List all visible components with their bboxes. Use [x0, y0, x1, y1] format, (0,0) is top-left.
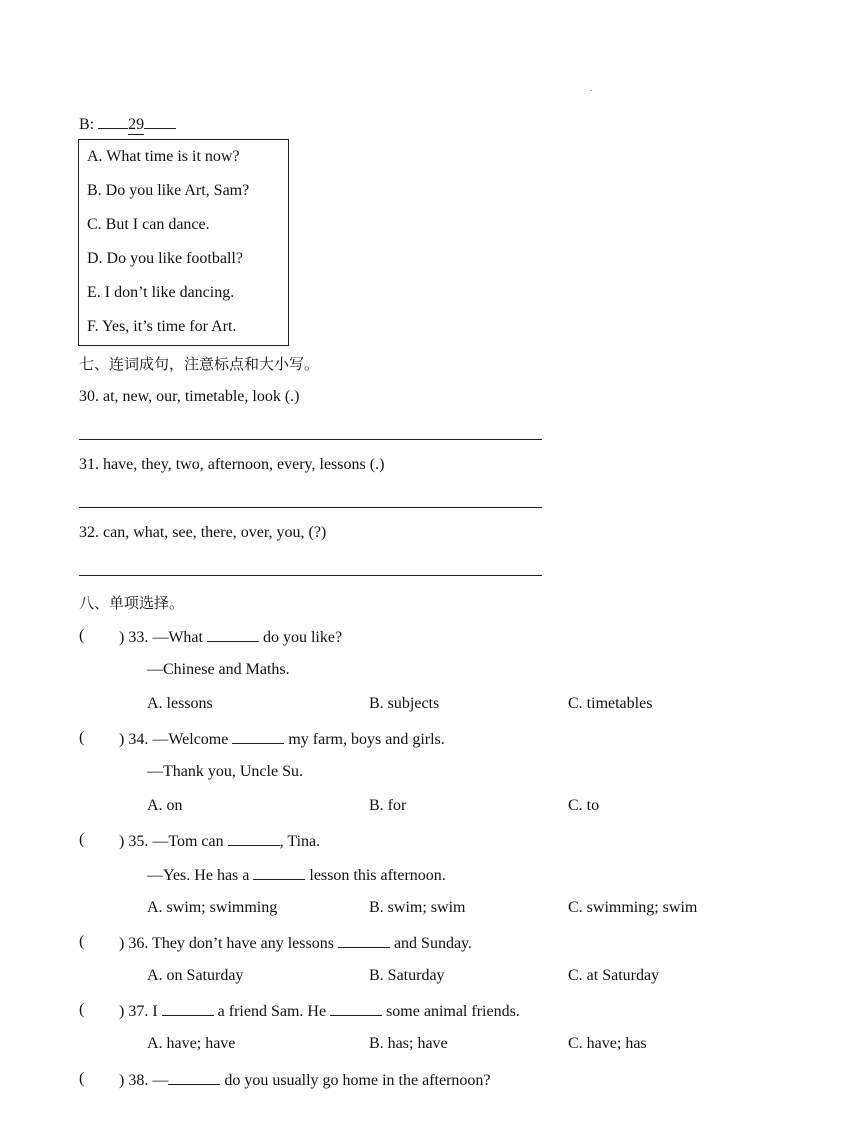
option-f: F. Yes, it’s time for Art. [87, 318, 237, 335]
option-a: A. What time is it now? [87, 148, 240, 165]
choice-36-a: A. on Saturday [147, 967, 244, 984]
choice-37-c: C. have; has [568, 1035, 647, 1052]
choice-33-c: C. timetables [568, 695, 653, 712]
option-c: C. But I can dance. [87, 216, 210, 233]
choice-36-c: C. at Saturday [568, 967, 660, 984]
blank-37a[interactable] [162, 1001, 214, 1016]
answer-paren-38[interactable]: ( [79, 1070, 85, 1087]
reply-33: —Chinese and Maths. [147, 661, 290, 678]
answer-paren-34[interactable]: ( [79, 729, 85, 746]
blank-35b[interactable] [253, 865, 305, 880]
options-box [78, 139, 289, 346]
choice-33-b: B. subjects [369, 695, 440, 712]
choice-34-a: A. on [147, 797, 183, 814]
choice-37-a: A. have; have [147, 1035, 236, 1052]
answer-paren-36[interactable]: ( [79, 933, 85, 950]
answer-line-b [79, 114, 176, 135]
choice-37-b: B. has; have [369, 1035, 448, 1052]
option-b: B. Do you like Art, Sam? [87, 182, 250, 199]
question-38: ) 38. — do you usually go home in the afternoon? [119, 1072, 491, 1089]
answer-paren-37[interactable]: ( [79, 1001, 85, 1018]
question-31: 31. have, they, two, afternoon, every, lessons (.) [79, 456, 385, 473]
answer-blank-left[interactable] [98, 114, 128, 129]
choice-34-b: B. for [369, 797, 407, 814]
answer-number: 29 [128, 116, 145, 133]
choice-35-c: C. swimming; swim [568, 899, 698, 916]
answer-line-30[interactable] [79, 439, 542, 440]
choice-35-a: A. swim; swimming [147, 899, 278, 916]
blank-34[interactable] [232, 729, 284, 744]
choice-35-b: B. swim; swim [369, 899, 466, 916]
option-d: D. Do you like football? [87, 250, 243, 267]
question-30: 30. at, new, our, timetable, look (.) [79, 388, 300, 405]
question-37: ) 37. I a friend Sam. He some animal friends. [119, 1003, 520, 1020]
answer-blank-right[interactable] [144, 114, 176, 129]
answer-paren-33[interactable]: ( [79, 627, 85, 644]
question-36: ) 36. They don’t have any lessons and Sunday. [119, 935, 472, 952]
choice-33-a: A. lessons [147, 695, 213, 712]
blank-38[interactable] [168, 1070, 220, 1085]
question-33: ) 33. —What do you like? [119, 629, 343, 646]
reply-35: —Yes. He has a lesson this afternoon. [147, 867, 446, 884]
answer-line-31[interactable] [79, 507, 542, 508]
question-32: 32. can, what, see, there, over, you, (?) [79, 524, 327, 541]
stray-dot: . [590, 84, 592, 93]
blank-36[interactable] [338, 933, 390, 948]
section-7-heading: 七、连词成句，注意标点和大小写。 [79, 355, 320, 373]
blank-33[interactable] [207, 627, 259, 642]
answer-paren-35[interactable]: ( [79, 831, 85, 848]
answer-line-32[interactable] [79, 575, 542, 576]
question-34: ) 34. —Welcome my farm, boys and girls. [119, 731, 445, 748]
reply-34: —Thank you, Uncle Su. [147, 763, 303, 780]
answer-prefix: B: [79, 116, 99, 133]
section-8-heading: 八、单项选择。 [79, 594, 185, 612]
choice-36-b: B. Saturday [369, 967, 445, 984]
option-e: E. I don’t like dancing. [87, 284, 235, 301]
choice-34-c: C. to [568, 797, 600, 814]
blank-35a[interactable] [228, 831, 280, 846]
question-35: ) 35. —Tom can , Tina. [119, 833, 321, 850]
blank-37b[interactable] [330, 1001, 382, 1016]
